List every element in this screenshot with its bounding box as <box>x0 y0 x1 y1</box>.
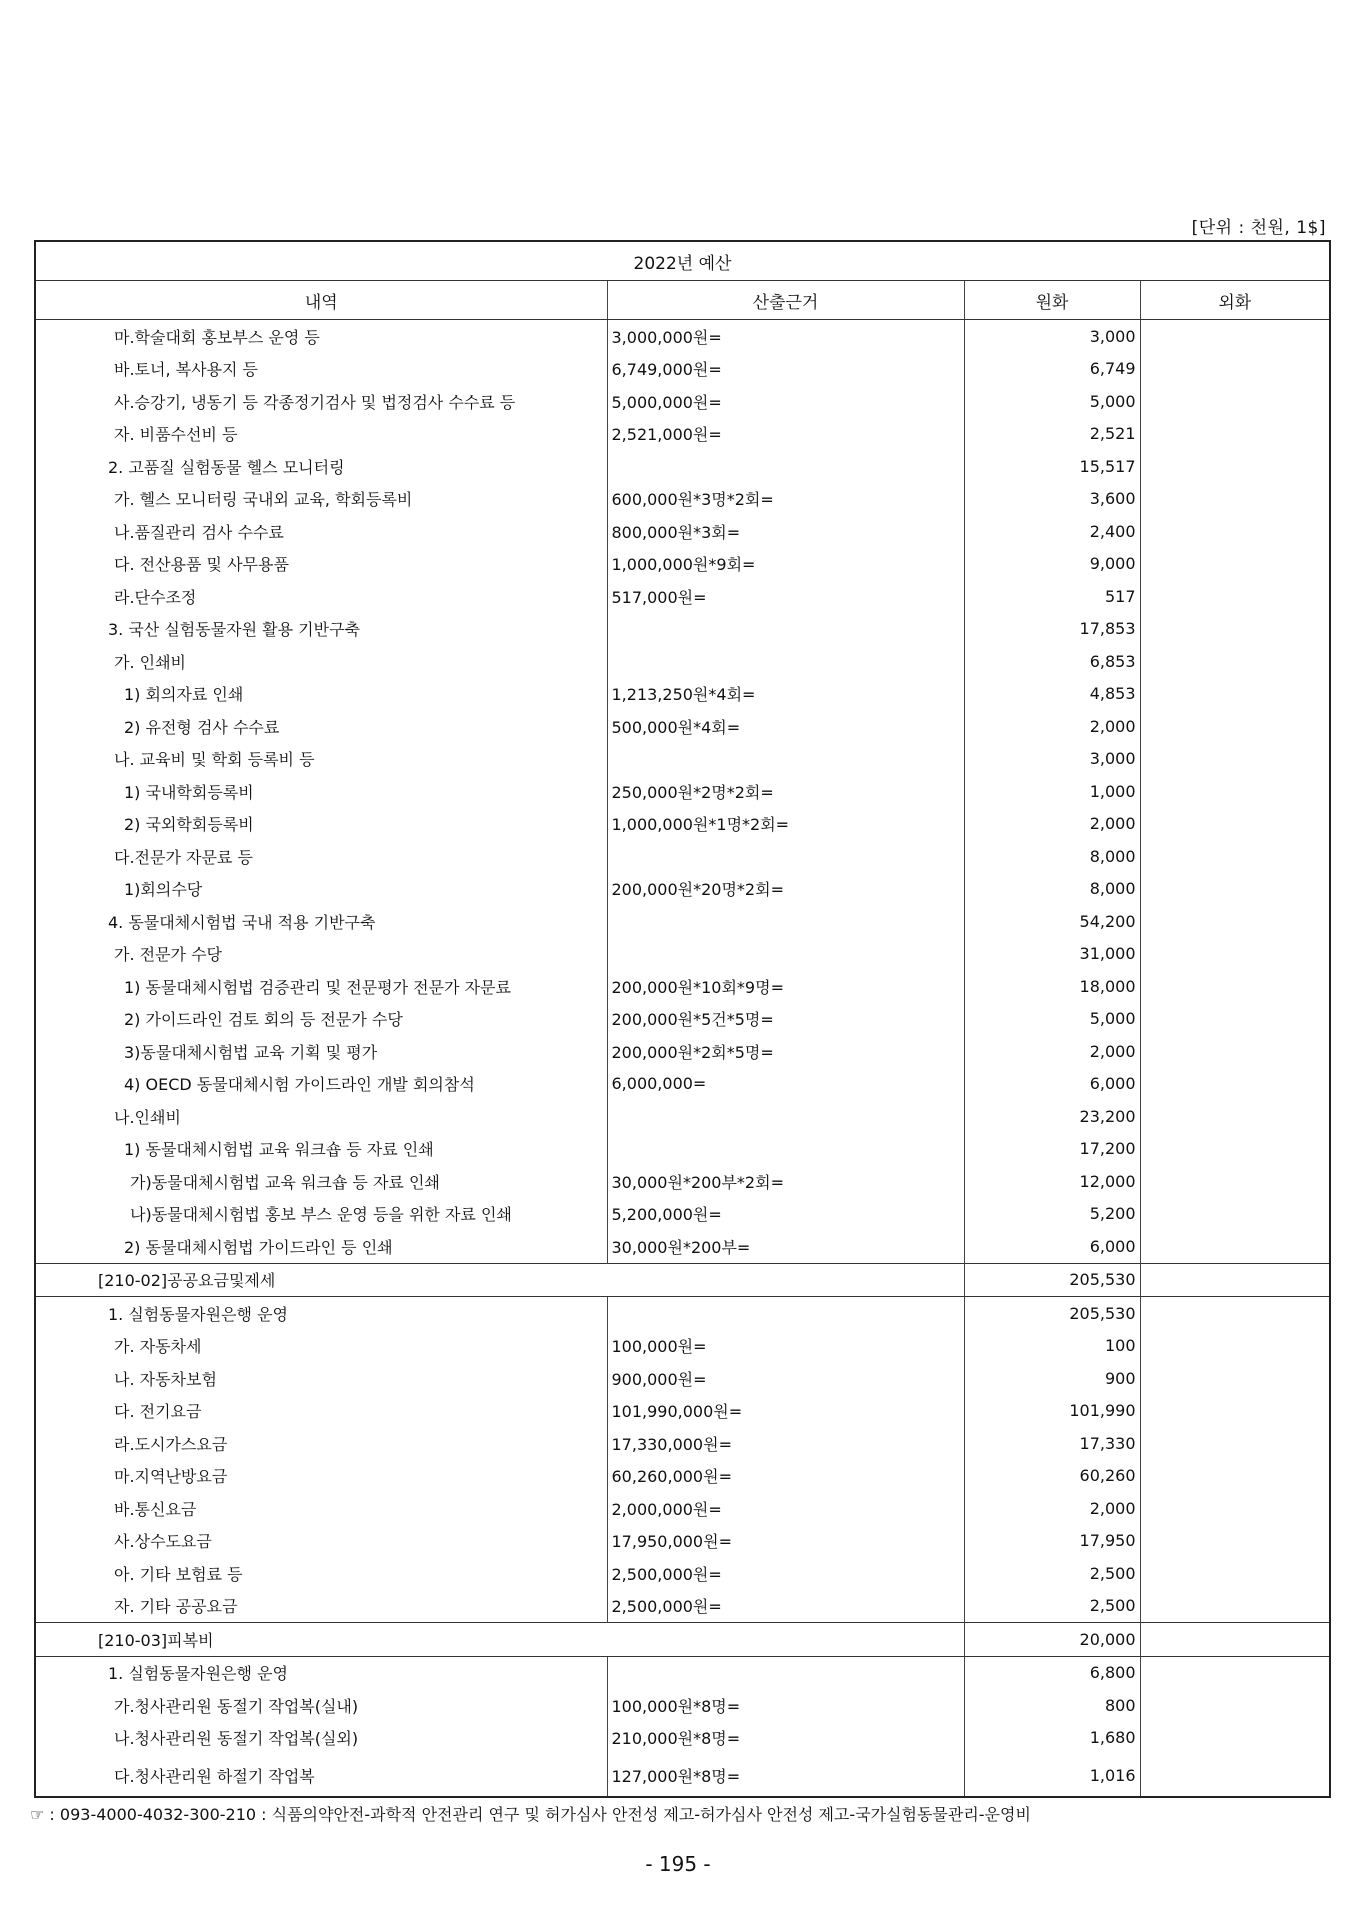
cell-item: 다.청사관리원 하절기 작업복 <box>35 1754 607 1797</box>
table-row <box>35 645 1330 678</box>
cell-fx <box>1140 613 1330 646</box>
cell-basis: 17,330,000원= <box>607 1427 964 1460</box>
cell-basis: 3,000,000원= <box>607 320 964 353</box>
cell-basis: 500,000원*4회= <box>607 710 964 743</box>
cell-fx <box>1140 645 1330 678</box>
cell-krw: 60,260 <box>964 1460 1140 1493</box>
table-row <box>35 1035 1330 1068</box>
cell-fx <box>1140 1297 1330 1330</box>
table-row <box>35 1330 1330 1363</box>
cell-item: 다. 전기요금 <box>35 1395 607 1428</box>
cell-basis: 6,000,000= <box>607 1068 964 1101</box>
cell-krw: 6,800 <box>964 1656 1140 1689</box>
cell-fx <box>1140 1198 1330 1231</box>
cell-krw: 1,680 <box>964 1722 1140 1755</box>
header-item: 내역 <box>35 281 607 320</box>
cell-fx <box>1140 1165 1330 1198</box>
cell-krw: 17,853 <box>964 613 1140 646</box>
table-row <box>35 1198 1330 1231</box>
cell-fx <box>1140 1689 1330 1722</box>
cell-item: 라.단수조정 <box>35 580 607 613</box>
cell-fx <box>1140 743 1330 776</box>
section-row <box>35 1263 1330 1297</box>
cell-fx <box>1140 515 1330 548</box>
cell-fx <box>1140 1492 1330 1525</box>
table-row <box>35 1003 1330 1036</box>
cell-fx <box>1140 1590 1330 1623</box>
cell-item: 1) 동물대체시험법 검증관리 및 전문평가 전문가 자문료 <box>35 970 607 1003</box>
section-title: [210-02]공공요금및제세 <box>35 1263 964 1297</box>
cell-basis: 2,500,000원= <box>607 1557 964 1590</box>
cell-krw: 12,000 <box>964 1165 1140 1198</box>
cell-fx <box>1140 1754 1330 1797</box>
table-row <box>35 938 1330 971</box>
cell-basis: 100,000원= <box>607 1330 964 1363</box>
cell-item: 가. 전문가 수당 <box>35 938 607 971</box>
cell-basis: 101,990,000원= <box>607 1395 964 1428</box>
cell-fx <box>1140 1427 1330 1460</box>
table-row <box>35 353 1330 386</box>
cell-basis: 200,000원*5건*5명= <box>607 1003 964 1036</box>
cell-krw: 2,000 <box>964 1035 1140 1068</box>
cell-fx <box>1140 710 1330 743</box>
cell-basis <box>607 450 964 483</box>
cell-basis: 2,000,000원= <box>607 1492 964 1525</box>
cell-basis: 5,000,000원= <box>607 385 964 418</box>
table-row <box>35 385 1330 418</box>
cell-krw: 1,016 <box>964 1754 1140 1797</box>
cell-basis: 60,260,000원= <box>607 1460 964 1493</box>
cell-fx <box>1140 1722 1330 1755</box>
cell-item: 사.상수도요금 <box>35 1525 607 1558</box>
cell-item: 2) 가이드라인 검토 회의 등 전문가 수당 <box>35 1003 607 1036</box>
cell-krw: 17,330 <box>964 1427 1140 1460</box>
cell-fx <box>1140 580 1330 613</box>
table-row <box>35 1133 1330 1166</box>
cell-item: 나.품질관리 검사 수수료 <box>35 515 607 548</box>
table-row <box>35 905 1330 938</box>
cell-krw: 2,000 <box>964 1492 1140 1525</box>
cell-krw: 3,600 <box>964 483 1140 516</box>
table-row <box>35 1230 1330 1263</box>
table-row <box>35 580 1330 613</box>
table-row <box>35 450 1330 483</box>
cell-krw: 6,000 <box>964 1230 1140 1263</box>
header-basis: 산출근거 <box>607 281 964 320</box>
table-row <box>35 1689 1330 1722</box>
table-row <box>35 1395 1330 1428</box>
cell-basis: 6,749,000원= <box>607 353 964 386</box>
cell-krw: 4,853 <box>964 678 1140 711</box>
cell-fx <box>1140 418 1330 451</box>
cell-krw: 23,200 <box>964 1100 1140 1133</box>
cell-fx <box>1140 905 1330 938</box>
cell-item: 나. 자동차보험 <box>35 1362 607 1395</box>
table-header-row <box>35 281 1330 320</box>
cell-krw: 1,000 <box>964 775 1140 808</box>
cell-basis: 517,000원= <box>607 580 964 613</box>
table-row <box>35 840 1330 873</box>
cell-krw: 6,000 <box>964 1068 1140 1101</box>
table-row <box>35 1460 1330 1493</box>
cell-fx <box>1140 1623 1330 1657</box>
cell-fx <box>1140 1003 1330 1036</box>
cell-krw: 8,000 <box>964 840 1140 873</box>
cell-krw: 2,521 <box>964 418 1140 451</box>
cell-krw: 3,000 <box>964 743 1140 776</box>
cell-basis: 200,000원*20명*2회= <box>607 873 964 906</box>
table-row <box>35 1068 1330 1101</box>
section-row <box>35 1623 1330 1657</box>
cell-item: 가. 헬스 모니터링 국내외 교육, 학회등록비 <box>35 483 607 516</box>
cell-basis: 250,000원*2명*2회= <box>607 775 964 808</box>
table-row <box>35 1427 1330 1460</box>
cell-item: 나)동물대체시험법 홍보 부스 운영 등을 위한 자료 인쇄 <box>35 1198 607 1231</box>
table-row <box>35 1656 1330 1689</box>
table-row <box>35 1165 1330 1198</box>
cell-item: 3. 국산 실험동물자원 활용 기반구축 <box>35 613 607 646</box>
cell-item: 2) 국외학회등록비 <box>35 808 607 841</box>
cell-krw: 900 <box>964 1362 1140 1395</box>
section-title: [210-03]피복비 <box>35 1623 964 1657</box>
cell-item: 1. 실험동물자원은행 운영 <box>35 1656 607 1689</box>
cell-krw: 18,000 <box>964 970 1140 1003</box>
cell-krw: 5,000 <box>964 385 1140 418</box>
table-row <box>35 873 1330 906</box>
cell-basis: 30,000원*200부= <box>607 1230 964 1263</box>
cell-krw: 5,200 <box>964 1198 1140 1231</box>
table-row <box>35 515 1330 548</box>
cell-basis: 1,000,000원*9회= <box>607 548 964 581</box>
cell-item: 가.청사관리원 동절기 작업복(실내) <box>35 1689 607 1722</box>
cell-basis <box>607 613 964 646</box>
cell-fx <box>1140 873 1330 906</box>
cell-krw: 17,950 <box>964 1525 1140 1558</box>
cell-basis: 17,950,000원= <box>607 1525 964 1558</box>
cell-fx <box>1140 548 1330 581</box>
cell-item: 바.통신요금 <box>35 1492 607 1525</box>
table-row <box>35 808 1330 841</box>
cell-item: 1. 실험동물자원은행 운영 <box>35 1297 607 1330</box>
cell-fx <box>1140 1263 1330 1297</box>
cell-item: 사.승강기, 냉동기 등 각종정기검사 및 법정검사 수수료 등 <box>35 385 607 418</box>
cell-fx <box>1140 840 1330 873</box>
table-row <box>35 613 1330 646</box>
cell-basis: 200,000원*2회*5명= <box>607 1035 964 1068</box>
cell-basis <box>607 938 964 971</box>
cell-item: 나. 교육비 및 학회 등록비 등 <box>35 743 607 776</box>
cell-basis: 5,200,000원= <box>607 1198 964 1231</box>
cell-item: 가)동물대체시험법 교육 워크숍 등 자료 인쇄 <box>35 1165 607 1198</box>
cell-fx <box>1140 1525 1330 1558</box>
table-row <box>35 1754 1330 1797</box>
cell-item: 라.도시가스요금 <box>35 1427 607 1460</box>
cell-basis: 210,000원*8명= <box>607 1722 964 1755</box>
cell-item: 나.청사관리원 동절기 작업복(실외) <box>35 1722 607 1755</box>
table-row <box>35 970 1330 1003</box>
cell-krw: 100 <box>964 1330 1140 1363</box>
table-row <box>35 743 1330 776</box>
cell-basis: 127,000원*8명= <box>607 1754 964 1797</box>
table-row <box>35 1362 1330 1395</box>
cell-fx <box>1140 1395 1330 1428</box>
footnote: ☞ : 093-4000-4032-300-210 : 식품의약안전-과학적 안전관리 연구 및 허가심사 안전성 제고-허가심사 안전성 제고-국가실험동물관리-운영비 <box>30 1805 1031 1824</box>
header-fx: 외화 <box>1140 281 1330 320</box>
cell-fx <box>1140 1100 1330 1133</box>
cell-basis: 1,000,000원*1명*2회= <box>607 808 964 841</box>
table-row <box>35 418 1330 451</box>
cell-fx <box>1140 1460 1330 1493</box>
cell-basis: 600,000원*3명*2회= <box>607 483 964 516</box>
table-row <box>35 1525 1330 1558</box>
cell-fx <box>1140 1656 1330 1689</box>
cell-basis <box>607 1656 964 1689</box>
cell-krw: 2,000 <box>964 808 1140 841</box>
cell-fx <box>1140 1230 1330 1263</box>
cell-basis: 2,500,000원= <box>607 1590 964 1623</box>
cell-krw: 6,749 <box>964 353 1140 386</box>
unit-label: [단위 : 천원, 1$] <box>1191 218 1326 238</box>
table-title-row <box>35 241 1330 281</box>
cell-fx <box>1140 808 1330 841</box>
cell-basis <box>607 905 964 938</box>
cell-basis <box>607 1297 964 1330</box>
table-row <box>35 678 1330 711</box>
cell-item: 가. 자동차세 <box>35 1330 607 1363</box>
cell-basis: 1,213,250원*4회= <box>607 678 964 711</box>
cell-item: 자. 비품수선비 등 <box>35 418 607 451</box>
cell-fx <box>1140 938 1330 971</box>
cell-item: 나.인쇄비 <box>35 1100 607 1133</box>
cell-fx <box>1140 1557 1330 1590</box>
table-row <box>35 1590 1330 1623</box>
cell-basis <box>607 743 964 776</box>
table-title: 2022년 예산 <box>35 241 1330 281</box>
cell-krw: 205,530 <box>964 1263 1140 1297</box>
cell-item: 자. 기타 공공요금 <box>35 1590 607 1623</box>
cell-krw: 20,000 <box>964 1623 1140 1657</box>
table-row <box>35 775 1330 808</box>
cell-fx <box>1140 678 1330 711</box>
cell-fx <box>1140 320 1330 353</box>
table-row <box>35 548 1330 581</box>
cell-basis: 800,000원*3회= <box>607 515 964 548</box>
table-row <box>35 483 1330 516</box>
cell-krw: 54,200 <box>964 905 1140 938</box>
cell-basis <box>607 645 964 678</box>
cell-item: 4. 동물대체시험법 국내 적용 기반구축 <box>35 905 607 938</box>
cell-item: 3)동물대체시험법 교육 기획 및 평가 <box>35 1035 607 1068</box>
cell-basis: 900,000원= <box>607 1362 964 1395</box>
cell-item: 다. 전산용품 및 사무용품 <box>35 548 607 581</box>
cell-fx <box>1140 483 1330 516</box>
cell-krw: 101,990 <box>964 1395 1140 1428</box>
cell-basis <box>607 1133 964 1166</box>
cell-krw: 2,500 <box>964 1557 1140 1590</box>
cell-fx <box>1140 1068 1330 1101</box>
cell-item: 1) 국내학회등록비 <box>35 775 607 808</box>
cell-fx <box>1140 1133 1330 1166</box>
cell-item: 1)회의수당 <box>35 873 607 906</box>
cell-item: 1) 동물대체시험법 교육 워크숍 등 자료 인쇄 <box>35 1133 607 1166</box>
page-number: - 195 - <box>645 1852 711 1876</box>
cell-krw: 3,000 <box>964 320 1140 353</box>
table-row <box>35 1297 1330 1330</box>
cell-krw: 2,500 <box>964 1590 1140 1623</box>
cell-item: 아. 기타 보험료 등 <box>35 1557 607 1590</box>
budget-table <box>34 240 1331 1798</box>
cell-krw: 205,530 <box>964 1297 1140 1330</box>
table-row <box>35 1557 1330 1590</box>
cell-krw: 8,000 <box>964 873 1140 906</box>
cell-krw: 2,000 <box>964 710 1140 743</box>
cell-basis: 100,000원*8명= <box>607 1689 964 1722</box>
cell-fx <box>1140 1330 1330 1363</box>
cell-krw: 9,000 <box>964 548 1140 581</box>
cell-basis <box>607 840 964 873</box>
table-row <box>35 1100 1330 1133</box>
cell-item: 마.학술대회 홍보부스 운영 등 <box>35 320 607 353</box>
cell-item: 다.전문가 자문료 등 <box>35 840 607 873</box>
cell-krw: 5,000 <box>964 1003 1140 1036</box>
cell-basis: 30,000원*200부*2회= <box>607 1165 964 1198</box>
cell-krw: 31,000 <box>964 938 1140 971</box>
cell-fx <box>1140 1035 1330 1068</box>
cell-item: 가. 인쇄비 <box>35 645 607 678</box>
cell-basis <box>607 1100 964 1133</box>
cell-item: 바.토너, 복사용지 등 <box>35 353 607 386</box>
cell-item: 마.지역난방요금 <box>35 1460 607 1493</box>
cell-fx <box>1140 385 1330 418</box>
cell-basis: 200,000원*10회*9명= <box>607 970 964 1003</box>
table-row <box>35 320 1330 353</box>
table-row <box>35 710 1330 743</box>
cell-fx <box>1140 970 1330 1003</box>
cell-krw: 2,400 <box>964 515 1140 548</box>
cell-basis: 2,521,000원= <box>607 418 964 451</box>
cell-item: 2) 유전형 검사 수수료 <box>35 710 607 743</box>
cell-fx <box>1140 450 1330 483</box>
cell-item: 4) OECD 동물대체시험 가이드라인 개발 회의참석 <box>35 1068 607 1101</box>
cell-krw: 6,853 <box>964 645 1140 678</box>
cell-krw: 517 <box>964 580 1140 613</box>
cell-krw: 800 <box>964 1689 1140 1722</box>
cell-fx <box>1140 775 1330 808</box>
cell-fx <box>1140 1362 1330 1395</box>
table-row <box>35 1722 1330 1755</box>
cell-item: 1) 회의자료 인쇄 <box>35 678 607 711</box>
table-row <box>35 1492 1330 1525</box>
cell-krw: 15,517 <box>964 450 1140 483</box>
header-krw: 원화 <box>964 281 1140 320</box>
cell-item: 2) 동물대체시험법 가이드라인 등 인쇄 <box>35 1230 607 1263</box>
cell-krw: 17,200 <box>964 1133 1140 1166</box>
cell-item: 2. 고품질 실험동물 헬스 모니터링 <box>35 450 607 483</box>
cell-fx <box>1140 353 1330 386</box>
